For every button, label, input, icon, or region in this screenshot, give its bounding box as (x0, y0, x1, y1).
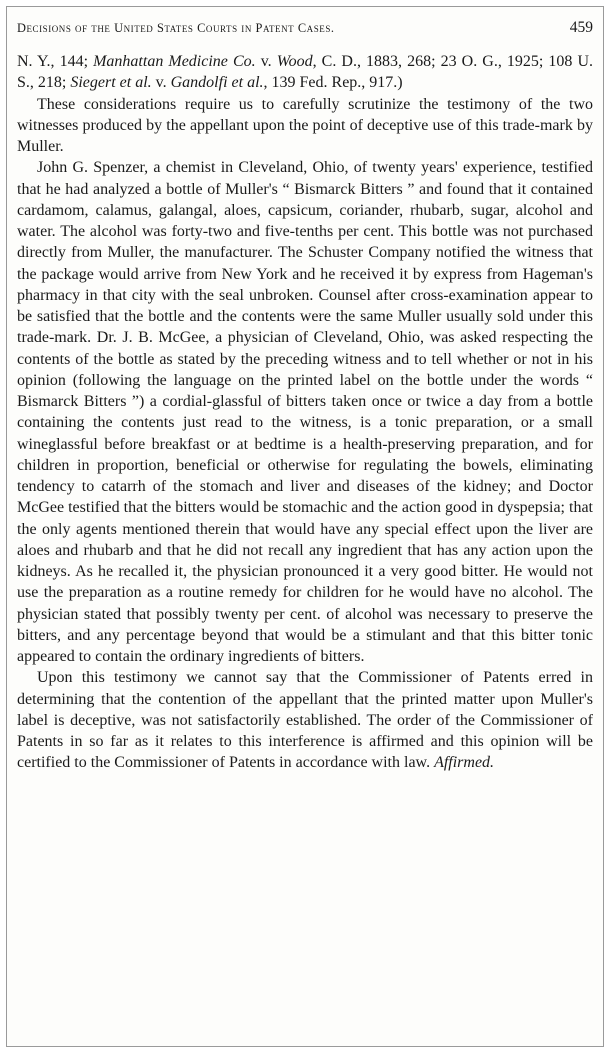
text-segment: , 139 Fed. Rep., 917.) (263, 74, 403, 92)
italic-text-segment: Gandolfi et al. (170, 74, 264, 92)
paragraph-conclusion (17, 667, 593, 773)
italic-text-segment: Affirmed. (434, 754, 495, 772)
italic-text-segment: Manhattan Medicine Co. (93, 53, 256, 70)
text-segment: Upon this testimony we cannot say that the Commissioner of Patents erred in determining that the contention of the appellant that the printed matter upon Muller's label is deceptive, was not satisfactorily established. The order of the Commissioner of Patents in so far as it relates to this interference is affirmed and this opinion will be certified to the Commissioner of Patents in accordance with law. (17, 669, 593, 772)
paragraph-citation-continuation (17, 51, 593, 94)
body-text (17, 51, 593, 774)
page-header (17, 19, 593, 41)
document-page (6, 6, 604, 1047)
text-segment: N. Y., 144; (17, 53, 94, 70)
running-head: Decisions of the United States Courts in Patent Cases. (17, 21, 335, 35)
italic-text-segment: Wood (276, 53, 313, 70)
text-segment: v. (255, 53, 277, 70)
paragraph-testimony (17, 157, 593, 667)
italic-text-segment: Siegert et al. (70, 74, 152, 92)
page-number: 459 (569, 19, 593, 36)
text-segment: v. (151, 74, 171, 92)
paragraph-considerations (17, 94, 593, 158)
text-segment: These considerations require us to carefully scrutinize the testimony of the two witnesses produced by the appellant upon the point of deceptive use of this trade-mark by Muller. (17, 95, 593, 155)
text-segment: , C. D., 1883, 268; 23 O. G., 1925; 108 U. S., 218; (17, 53, 593, 92)
text-segment: John G. Spenzer, a chemist in Cleveland, Ohio, of twenty years' experience, testified that he had analyzed a bottle of Muller's “ Bismarck Bitters ” and found that it contained cardamom, calamus, galangal, aloes, capsicum, coriander, rhubarb, sugar, alcohol and water. The alcohol was forty-two and five-tenths per cent. This bottle was not purchased directly from Muller, the manufacturer. The Schuster Company notified the witness that the package would arrive from New York and he received it by express from Hageman's pharmacy in that city with the seal unbroken. Counsel after cross-examination appear to be satisfied that the bottle and the contents were the same Muller usually sold under this trade-mark. Dr. J. B. McGee, a physician of Cleveland, Ohio, was asked respecting the contents of the bottle as stated by the preceding witness and to tell whether or not in his opinion (following the language on the printed label on the bottle under the words “ Bismarck Bitters ”) a cordial-glassful of bitters taken once or twice a day from a bottle containing the contents just read to the witness, is a tonic preparation, or a small wineglassful before breakfast or at bedtime is a health-preserving preparation, and for children in proportion, beneficial or otherwise for regulating the bowels, eliminating tendency to catarrh of the stomach and liver and diseases of the kidney; and Doctor McGee testified that the bitters would be stomachic and the action good in dyspepsia; that the only agents mentioned therein that would have any special effect upon the liver are aloes and rhubarb and that he did not recall any ingredient that has any action upon the kidneys. As he recalled it, the physician pronounced it a very good bitter. He would not use the preparation as a routine remedy for children for he would have no alcohol. The physician stated that possibly twenty per cent. of alcohol was necessary to preserve the bitters, and any percentage beyond that would be a stimulant and that this bitter tonic appeared to contain the ordinary ingredients of bitters. (17, 159, 593, 665)
